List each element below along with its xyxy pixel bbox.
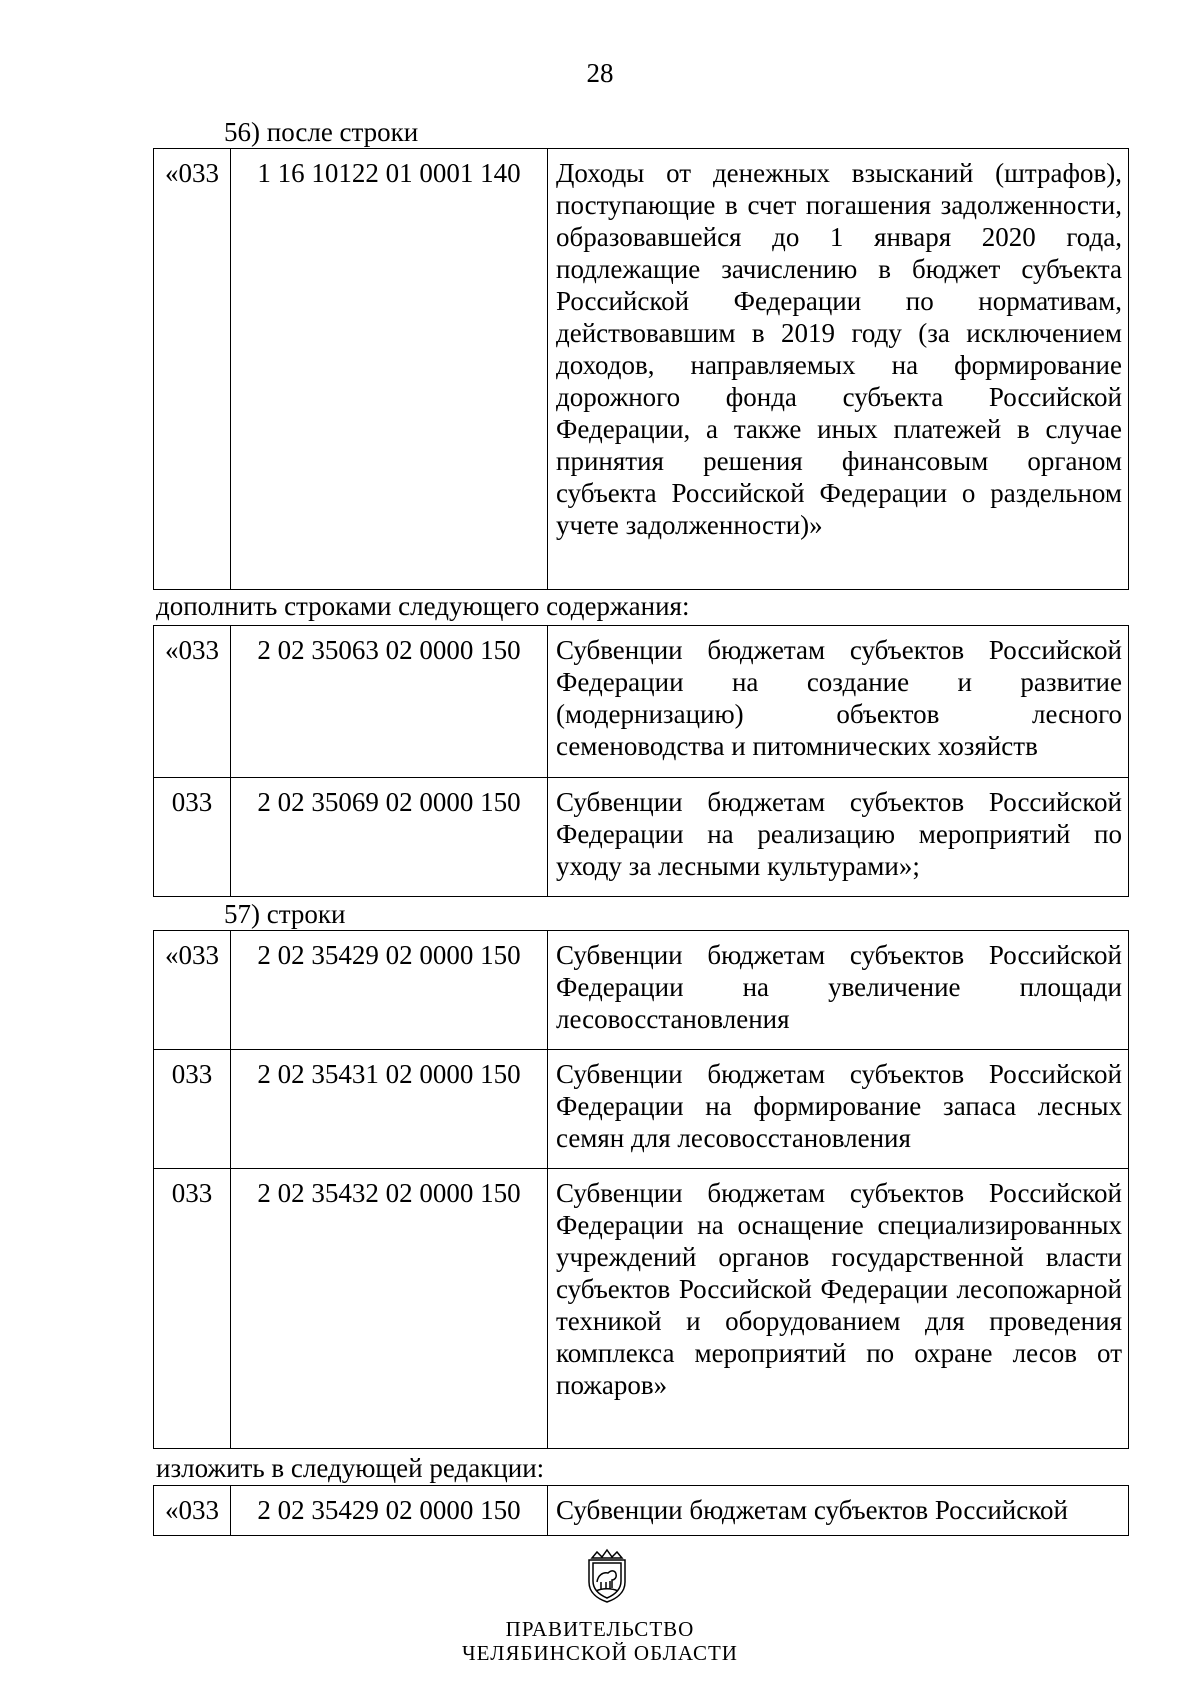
table-item57-new [153,1485,1129,1536]
description-cell [548,931,1129,1050]
description-text: Доходы от денежных взысканий (штрафов), поступающие в счет погашения задолженности, образовавшейся до 1 января 2020 года, подлежащие зачислению в бюджет субъекта Российской Федерации по нормативам, действовавшим в 2019 году (за исключением доходов, направляемых на формирование дорожного фонда субъекта Российской Федерации, а также иных платежей в случае принятия решения финансовым органом субъекта Российской Федерации о раздельном учете задолженности)» [556,158,1122,540]
code-kbk-cell: 2 02 35063 02 0000 150 [231,626,548,778]
description-cell [548,149,1129,590]
table-item56-before [153,148,1129,590]
code-kbk-cell: 2 02 35429 02 0000 150 [231,931,548,1050]
code-kbk-cell: 2 02 35431 02 0000 150 [231,1050,548,1169]
table-row [154,149,1129,590]
code-admin-cell: 033 [154,1169,231,1449]
code-kbk-cell: 2 02 35429 02 0000 150 [231,1486,548,1536]
coat-of-arms-icon [584,1548,630,1604]
code-admin-cell: «033 [154,626,231,778]
description-cell [548,626,1129,778]
description-text: Субвенции бюджетам субъектов Российской Федерации на увеличение площади лесовосстановления [556,940,1122,1034]
page-number: 28 [586,58,614,88]
code-admin-cell: 033 [154,1050,231,1169]
table-row [154,931,1129,1050]
description-cell [548,778,1129,897]
table-row [154,1050,1129,1169]
item-57-heading: 57) строки [224,899,346,929]
table-row [154,778,1129,897]
table-item56-added [153,625,1129,897]
item-56-heading: 56) после строки [224,117,419,147]
description-text: Субвенции бюджетам субъектов Российской Федерации на формирование запаса лесных семян для лесовосстановления [556,1059,1122,1153]
code-kbk-cell: 1 16 10122 01 0001 140 [231,149,548,590]
code-kbk-cell: 2 02 35069 02 0000 150 [231,778,548,897]
description-text: Субвенции бюджетам субъектов Российской Федерации на создание и развитие (модернизацию) объектов лесного семеноводства и питомнических хозяйств [556,635,1122,761]
description-text: Субвенции бюджетам субъектов Российской Федерации на реализацию мероприятий по уходу за лесными культурами»; [556,787,1122,881]
description-text: Субвенции бюджетам субъектов Российской [556,1495,1068,1525]
item-57-connector: изложить в следующей редакции: [156,1453,545,1483]
code-kbk-cell: 2 02 35432 02 0000 150 [231,1169,548,1449]
code-admin-cell: «033 [154,1486,231,1536]
item-56-connector: дополнить строками следующего содержания: [156,591,690,621]
description-cell [548,1169,1129,1449]
table-item57-old [153,930,1129,1449]
table-row [154,626,1129,778]
org-name-line2: ЧЕЛЯБИНСКОЙ ОБЛАСТИ [462,1641,738,1665]
code-admin-cell: «033 [154,149,231,590]
description-text: Субвенции бюджетам субъектов Российской Федерации на оснащение специализированных учреждений органов государственной власти субъектов Российской Федерации лесопожарной техникой и оборудованием для проведения комплекса мероприятий по охране лесов от пожаров» [556,1178,1122,1400]
code-admin-cell: 033 [154,778,231,897]
code-admin-cell: «033 [154,931,231,1050]
org-name-line1: ПРАВИТЕЛЬСТВО [505,1617,695,1641]
description-cell [548,1050,1129,1169]
table-row [154,1169,1129,1449]
table-row [154,1486,1129,1536]
description-cell [548,1486,1129,1536]
